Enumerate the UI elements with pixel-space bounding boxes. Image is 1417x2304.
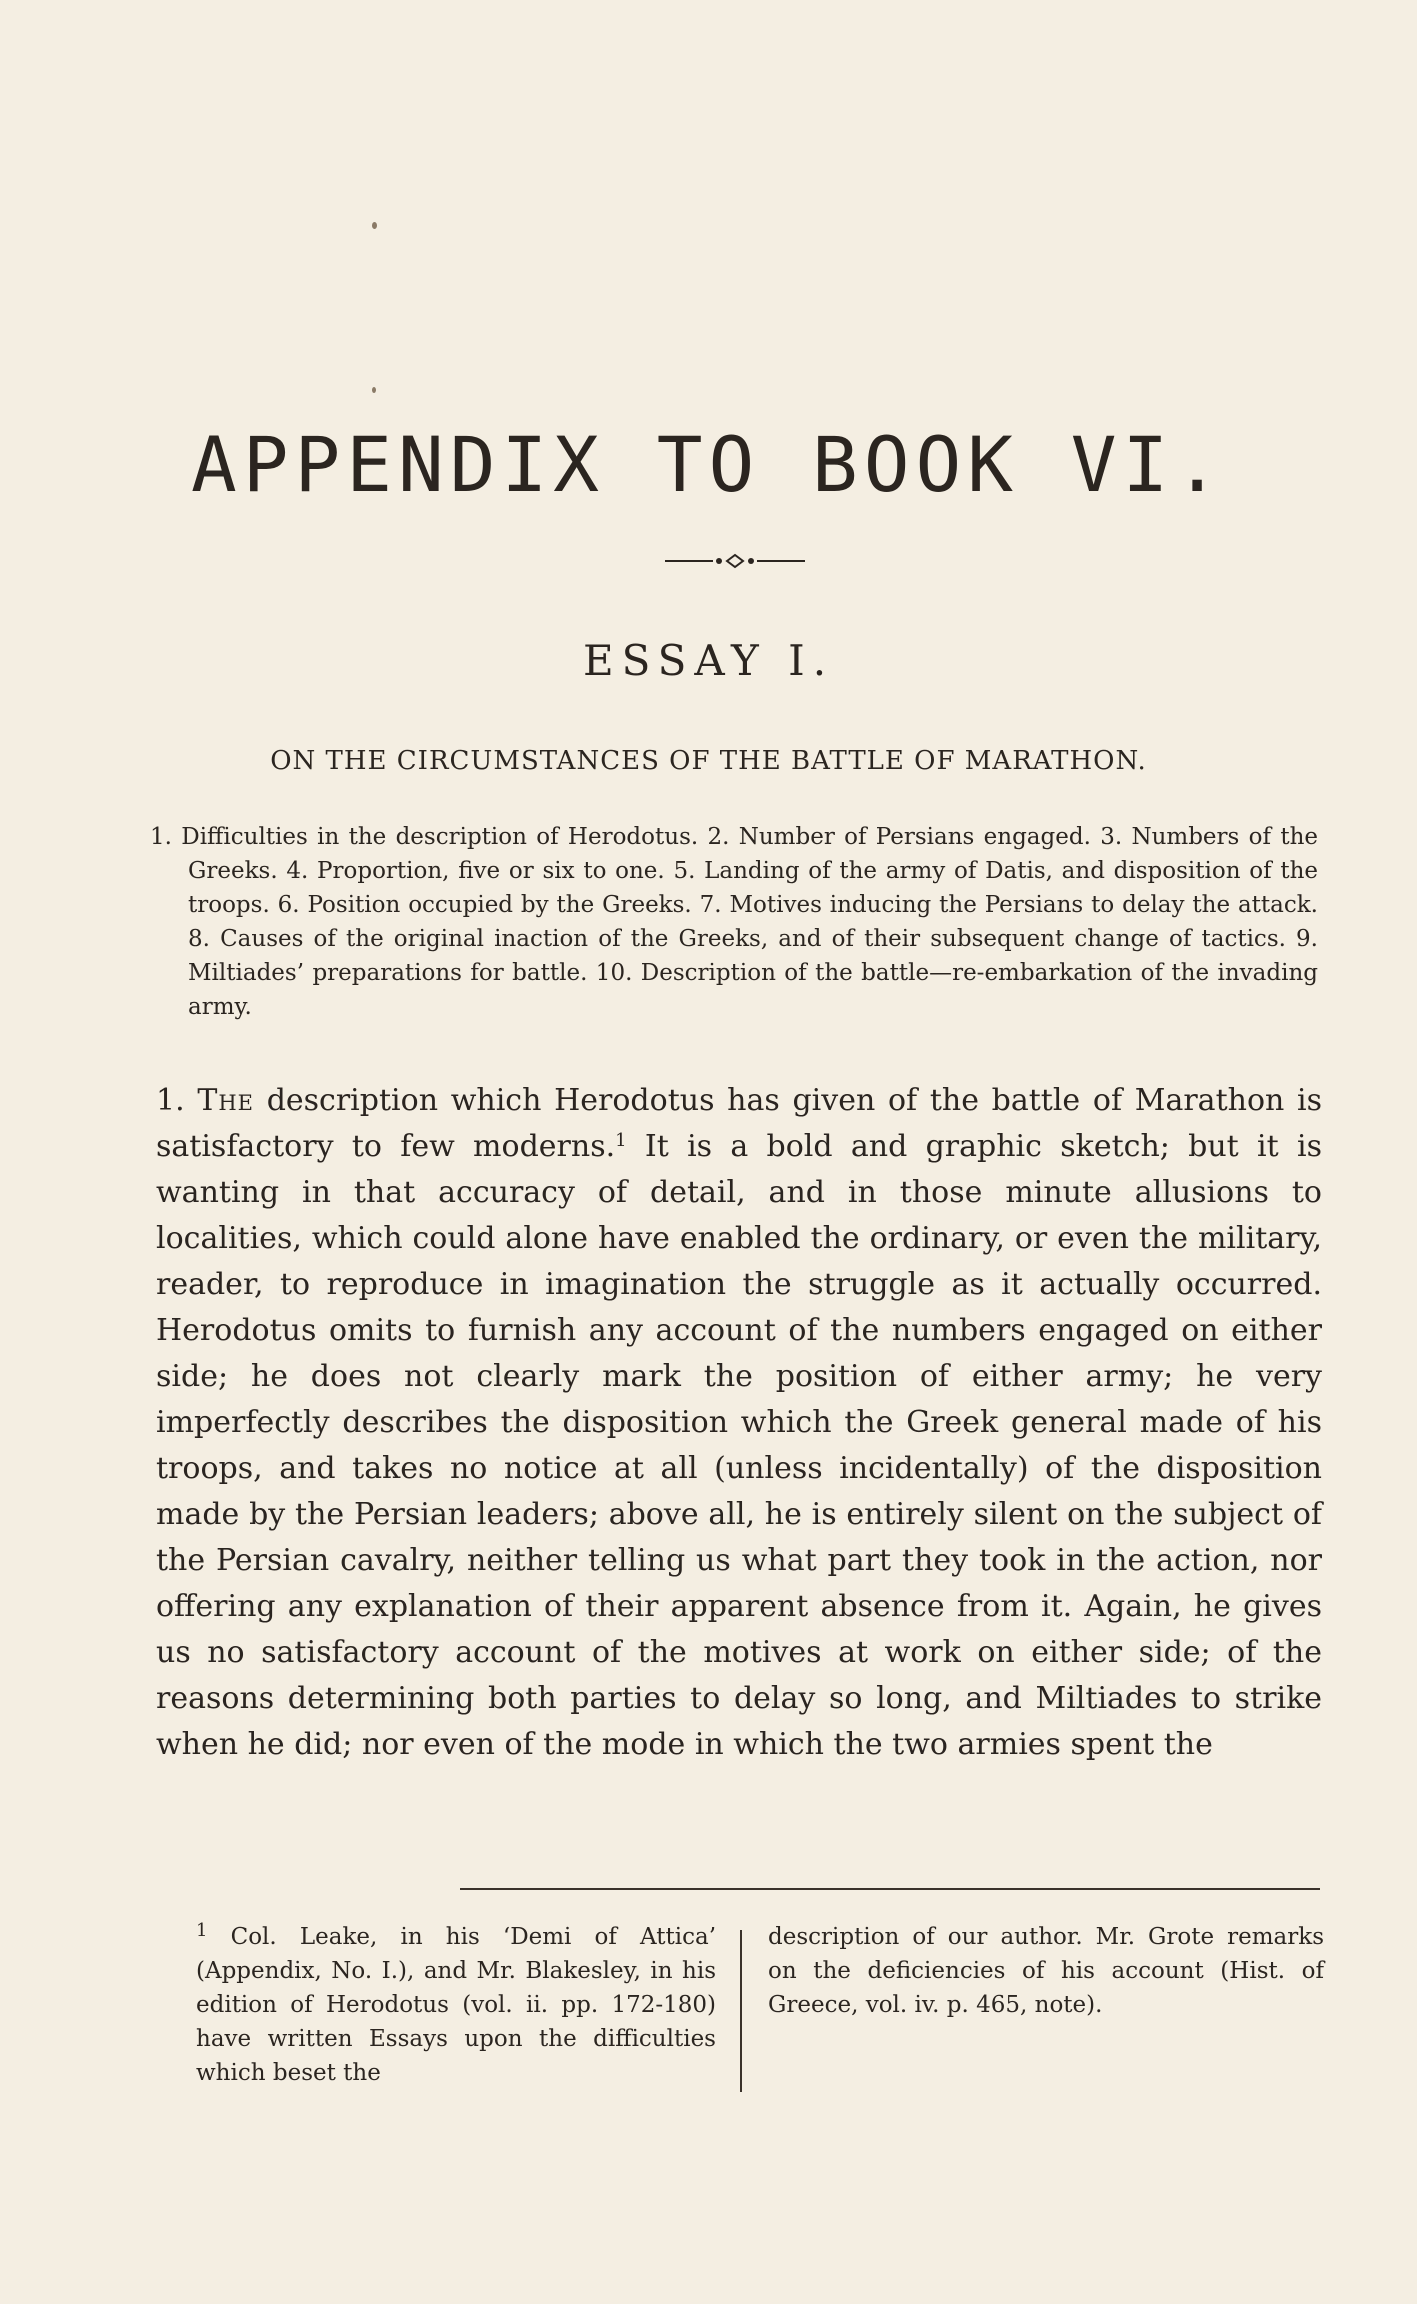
title-ornament (665, 552, 805, 570)
ink-speck (372, 387, 376, 393)
footnote-left-column (158, 1920, 716, 2090)
section-number: 1. (156, 1083, 185, 1118)
body-paragraph (156, 1078, 1322, 1768)
appendix-title: APPENDIX TO BOOK VI. (190, 420, 1227, 509)
lead-word: The (197, 1083, 254, 1118)
body-text-before-note: description which Herodotus has given of the battle of Marathon is satisfactory to few moderns. (156, 1083, 1323, 1164)
footnote-left-text: Col. Leake, in his ‘Demi of Attica’ (Appendix, No. I.), and Mr. Blakesley, in his edition of Herodotus (vol. ii. pp. 172-180) have written Essays upon the difficulties which beset the (196, 1924, 717, 2086)
essay-subtitle: ON THE CIRCUMSTANCES OF THE BATTLE OF MARATHON. (270, 746, 1147, 776)
footnote-column-divider (740, 1930, 742, 2092)
footnote-right-column (768, 1920, 1324, 2022)
footnote-rule (460, 1888, 1320, 1890)
contents-text: 1. Difficulties in the description of Herodotus. 2. Number of Persians engaged. 3. Numbers of the Greeks. 4. Proportion, five or six to one. 5. Landing of the army of Datis, and disposition of the troops. 6. Position occupied by the Greeks. 7. Motives inducing the Persians to delay the attack. 8. Causes of the original inaction of the Greeks, and of their subsequent change of tactics. 9. Miltiades’ preparations for battle. 10. Description of the battle—re-embarkation of the invading army. (150, 824, 1318, 1020)
footnote-reference: 1 (615, 1130, 627, 1151)
body-text-after-note: It is a bold and graphic sketch; but it is wanting in that accuracy of detail, and in those minute allusions to localities, which could alone have enabled the ordinary, or even the military, reader, to reproduce in imagination the struggle as it actually occurred. Herodotus omits to furnish any account of the numbers engaged on either side; he does not clearly mark the position of either army; he very imperfectly describes the disposition which the Greek general made of his troops, and takes no notice at all (unless incidentally) of the disposition made by the Persian leaders; above all, he is entirely silent on the subject of the Persian cavalry, neither telling us what part they took in the action, nor offering any explanation of their apparent absence from it. Again, he gives us no satisfactory account of the motives at work on either side; of the reasons determining both parties to delay so long, and Miltiades to strike when he did; nor even of the mode in which the two armies spent the (156, 1129, 1322, 1762)
footnote-right-text: description of our author. Mr. Grote remarks on the deficiencies of his account (Hist. of Greece, vol. iv. p. 465, note). (768, 1924, 1324, 2018)
footnote-left-paragraph (158, 1920, 716, 2090)
ink-speck (372, 222, 377, 229)
footnote-number: 1 (196, 1920, 208, 1941)
chapter-contents-summary (150, 820, 1318, 1024)
essay-title: ESSAY I. (582, 636, 835, 685)
